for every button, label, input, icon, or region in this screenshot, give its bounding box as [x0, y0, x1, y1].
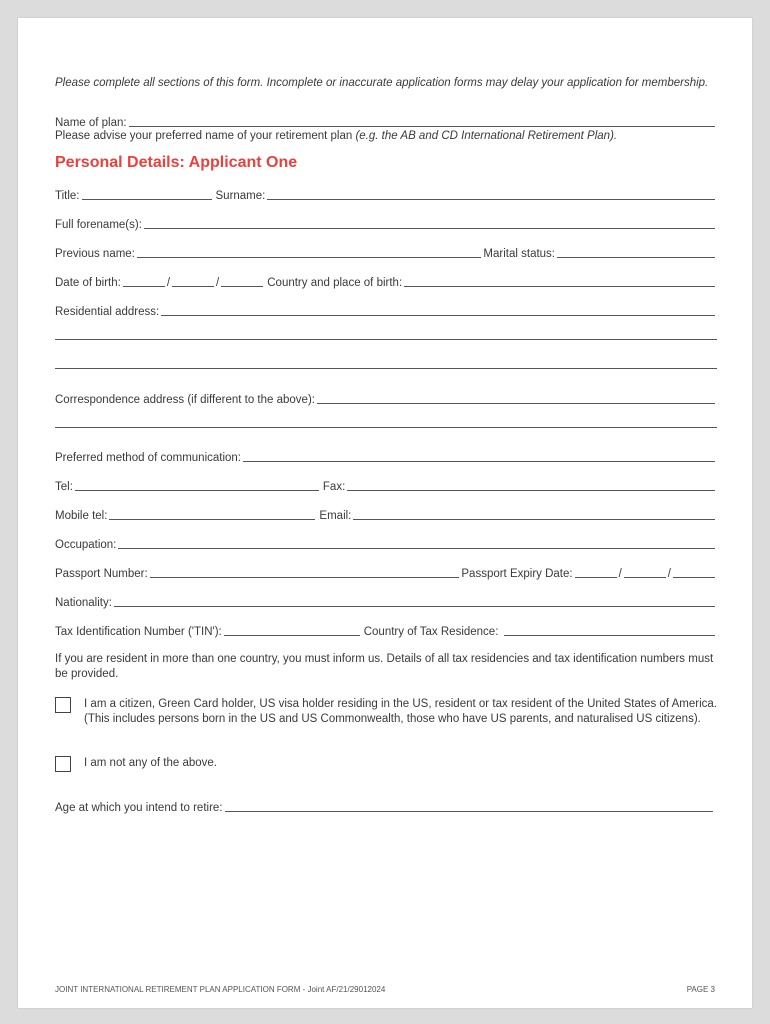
plan-name-row: [55, 114, 717, 129]
mobile-label: Mobile tel:: [55, 510, 108, 522]
surname-field[interactable]: [267, 188, 715, 200]
surname-label: Surname:: [215, 190, 266, 202]
forenames-field[interactable]: [144, 217, 715, 229]
us-person-checkbox[interactable]: [55, 697, 71, 713]
retire-age-row: [55, 799, 715, 814]
section-title: Personal Details: Applicant One: [55, 154, 298, 171]
dob-separator: /: [216, 277, 220, 289]
passport-number-label: Passport Number:: [55, 568, 148, 580]
fax-field[interactable]: [347, 479, 715, 491]
mobile-email-row: [55, 507, 717, 522]
residential-line-3[interactable]: [55, 368, 717, 369]
email-label: Email:: [319, 510, 352, 522]
dob-year-field[interactable]: [221, 275, 263, 287]
occupation-row: [55, 536, 717, 551]
expiry-separator: /: [667, 568, 671, 580]
footer-form-ref: JOINT INTERNATIONAL RETIREMENT PLAN APPLICATION FORM - Joint AF/21/29012024: [55, 985, 386, 994]
forenames-row: [55, 216, 717, 231]
none-text: I am not any of the above.: [84, 757, 217, 769]
residential-field[interactable]: [161, 304, 715, 316]
plan-hint-text: Please advise your preferred name of your retirement plan: [55, 130, 356, 142]
mobile-field[interactable]: [109, 508, 315, 520]
residential-line-2[interactable]: [55, 339, 717, 340]
correspondence-row: [55, 391, 717, 406]
page-number: PAGE 3: [686, 985, 715, 994]
tel-label: Tel:: [55, 481, 73, 493]
country-birth-field[interactable]: [404, 275, 715, 287]
fax-label: Fax:: [322, 481, 346, 493]
expiry-year-field[interactable]: [673, 566, 715, 578]
none-checkbox[interactable]: [55, 756, 71, 772]
title-field[interactable]: [82, 188, 212, 200]
expiry-separator: /: [618, 568, 622, 580]
tax-country-field[interactable]: [504, 624, 715, 636]
us-person-text: I am a citizen, Green Card holder, US visa holder residing in the US, resident or tax resident of the United States of America. (This includes persons born in the US and US Commonwealth, those who have US parents, and naturalised US citizens).: [84, 698, 717, 725]
marital-status-label: Marital status:: [483, 248, 555, 260]
correspondence-field[interactable]: [317, 392, 715, 404]
dob-row: [55, 274, 717, 289]
nationality-row: [55, 594, 717, 609]
retire-age-field[interactable]: [225, 800, 714, 812]
dob-label: Date of birth:: [55, 277, 121, 289]
expiry-month-field[interactable]: [624, 566, 666, 578]
plan-name-label: Name of plan:: [55, 117, 127, 129]
form-page: [18, 18, 752, 1008]
residency-note: If you are resident in more than one country, you must inform us. Details of all tax residencies and tax identification numbers must be provided.: [55, 653, 714, 680]
country-birth-label: Country and place of birth:: [267, 277, 403, 289]
residential-label: Residential address:: [55, 306, 160, 318]
page-footer: [55, 985, 715, 994]
plan-name-field[interactable]: [129, 115, 715, 127]
intro-text: Please complete all sections of this form. Incomplete or inaccurate application forms may delay your application for membership.: [55, 77, 709, 89]
email-field[interactable]: [353, 508, 715, 520]
none-option: [55, 756, 717, 772]
correspondence-label: Correspondence address (if different to the above):: [55, 394, 315, 406]
title-label: Title:: [55, 190, 80, 202]
previous-name-label: Previous name:: [55, 248, 135, 260]
retire-age-label: Age at which you intend to retire:: [55, 802, 223, 814]
tel-field[interactable]: [75, 479, 319, 491]
tel-fax-row: [55, 478, 717, 493]
expiry-day-field[interactable]: [575, 566, 617, 578]
title-row: [55, 187, 717, 202]
previous-name-field[interactable]: [137, 246, 482, 258]
dob-month-field[interactable]: [172, 275, 214, 287]
plan-hint-example: (e.g. the AB and CD International Retirement Plan).: [355, 130, 618, 142]
communication-label: Preferred method of communication:: [55, 452, 242, 464]
passport-row: [55, 565, 717, 580]
residential-row: [55, 303, 717, 318]
communication-field[interactable]: [243, 450, 715, 462]
correspondence-line-2[interactable]: [55, 427, 717, 428]
communication-row: [55, 449, 717, 464]
passport-number-field[interactable]: [150, 566, 460, 578]
occupation-label: Occupation:: [55, 539, 117, 551]
forenames-label: Full forename(s):: [55, 219, 142, 231]
plan-hint: [55, 129, 717, 144]
tax-country-label: Country of Tax Residence:: [363, 626, 499, 638]
marital-status-field[interactable]: [557, 246, 715, 258]
tin-field[interactable]: [224, 624, 360, 636]
dob-day-field[interactable]: [123, 275, 165, 287]
nationality-label: Nationality:: [55, 597, 112, 609]
nationality-field[interactable]: [114, 595, 715, 607]
us-person-option: [55, 697, 717, 727]
passport-expiry-label: Passport Expiry Date:: [461, 568, 573, 580]
occupation-field[interactable]: [118, 537, 715, 549]
tin-label: Tax Identification Number ('TIN'):: [55, 626, 222, 638]
previous-name-row: [55, 245, 717, 260]
dob-separator: /: [166, 277, 171, 289]
tax-row: [55, 623, 717, 638]
